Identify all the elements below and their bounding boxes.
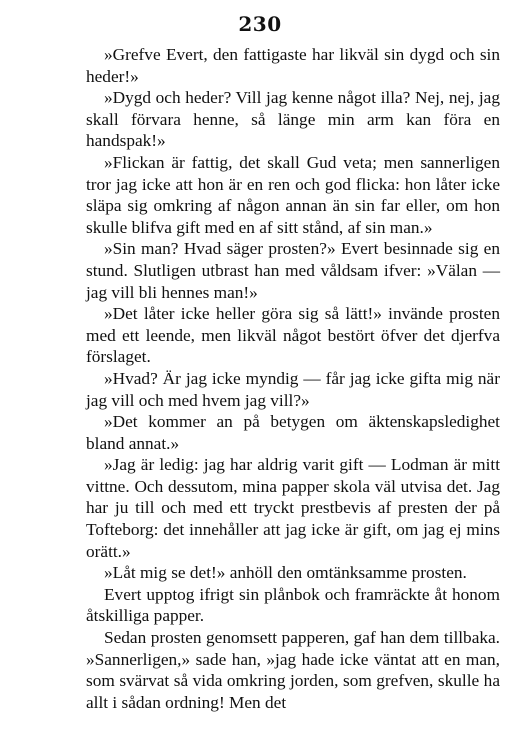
- paragraph: »Dygd och heder? Vill jag kenne något illa? Nej, nej, jag skall förvara henne, så länge min arm kan föra en handspak!»: [86, 88, 500, 151]
- paragraph: »Hvad? Är jag icke myndig — får jag icke gifta mig när jag vill och med hvem jag vill?»: [86, 368, 500, 410]
- paragraph: »Det låter icke heller göra sig så lätt!» invände prosten med ett leende, men likväl något bestört öfver det djerfva förslaget.: [86, 304, 500, 367]
- paragraph: »Flickan är fattig, det skall Gud veta; men sannerligen tror jag icke att hon är en ren och god flicka: hon låter icke släpa sig omkring af någon annan än sin far eller, om hon skulle blifva gift med en af sitt stånd, af sin man.»: [86, 152, 500, 237]
- page-text: [86, 44, 500, 713]
- paragraph: »Sin man? Hvad säger prosten?» Evert besinnade sig en stund. Slutligen utbrast han med våldsam ifver: »Välan — jag vill bli hennes man!»: [86, 239, 500, 302]
- paragraph: Sedan prosten genomsett papperen, gaf han dem tillbaka. »Sannerligen,» sade han, »jag hade icke väntat att en man, som svärvat så vida omkring jorden, som grefven, skulle ha allt i sådan ordning! Men det: [86, 628, 500, 712]
- paragraph: »Jag är ledig: jag har aldrig varit gift — Lodman är mitt vittne. Och dessutom, mina papper skola väl utvisa det. Jag har ju till och med ett tryckt prestbevis af presten der på Tofteborg: det innehåller att jag icke är gift, om jag ej mins orätt.»: [86, 455, 500, 561]
- paragraph: »Låt mig se det!» anhöll den omtänksamme prosten.: [104, 563, 467, 583]
- paragraph: Evert upptog ifrigt sin plånbok och framräckte åt honom åtskilliga papper.: [86, 584, 500, 626]
- page-number: 230: [238, 12, 282, 36]
- paragraph: »Grefve Evert, den fattigaste har likväl sin dygd och sin heder!»: [86, 45, 500, 86]
- paragraph: »Det kommer an på betygen om äktenskapsledighet bland annat.»: [86, 412, 500, 453]
